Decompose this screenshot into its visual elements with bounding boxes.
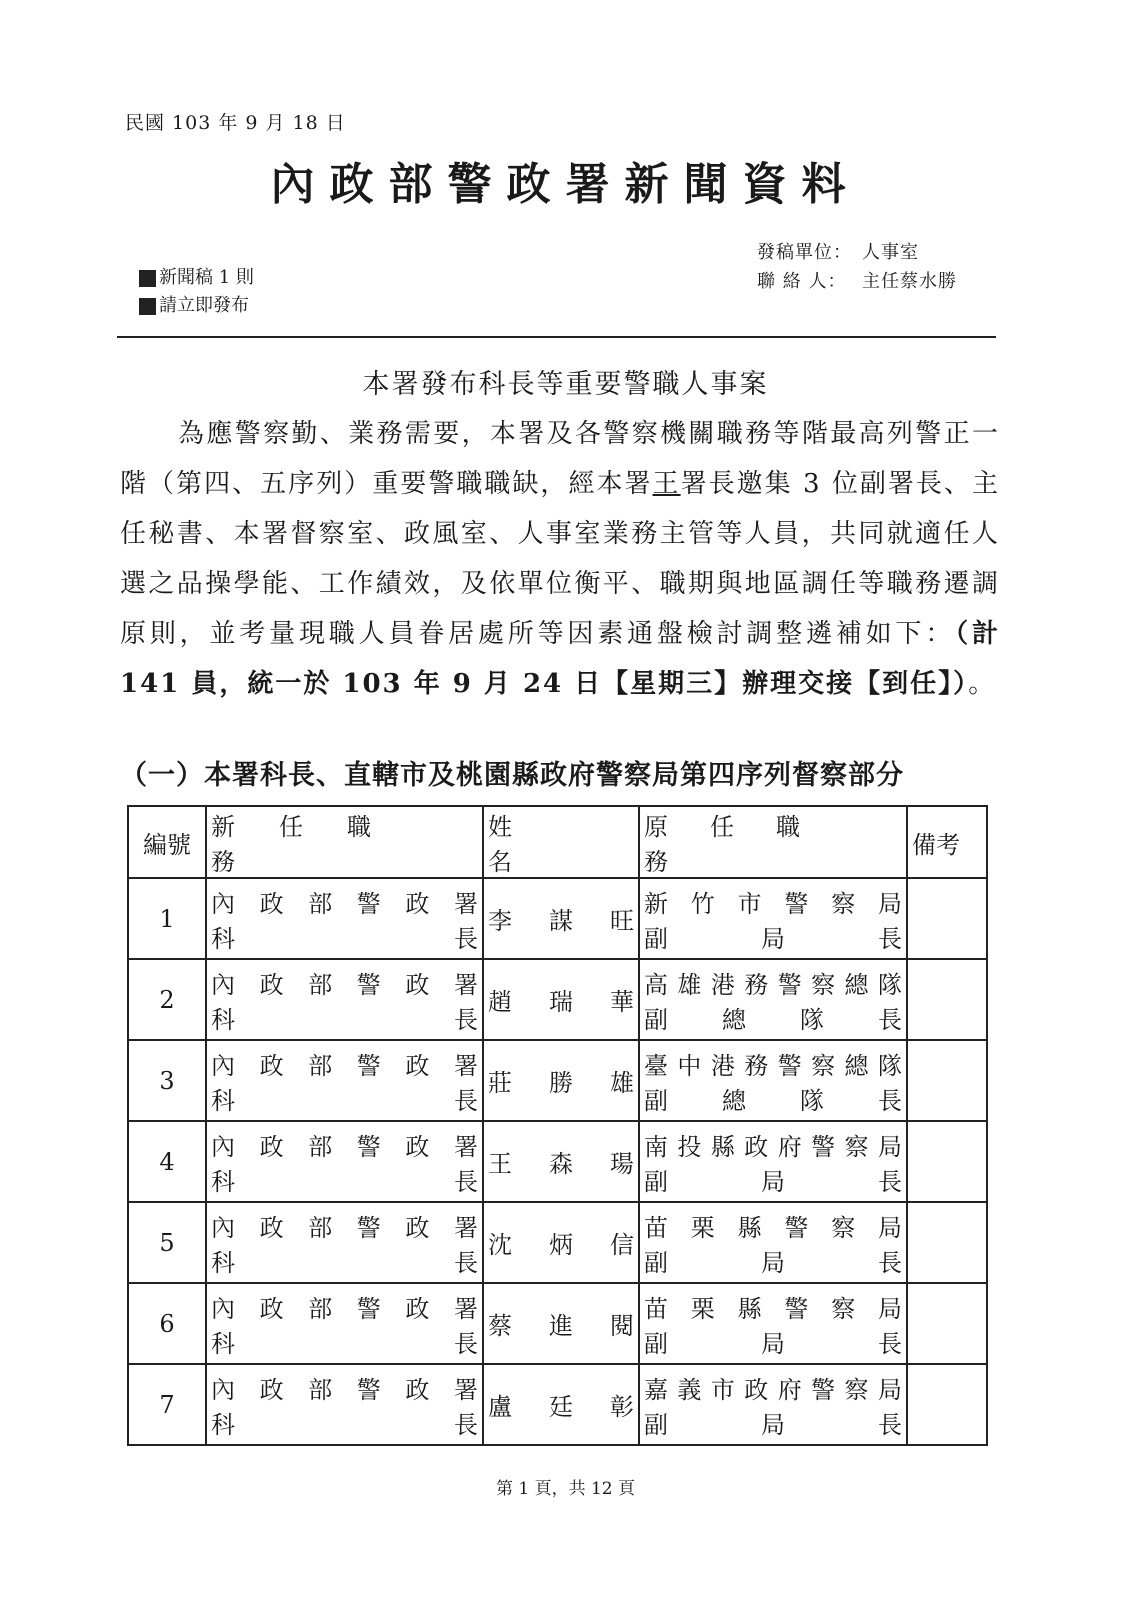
issuer-info	[757, 238, 957, 296]
row-number: 3	[128, 1040, 206, 1121]
header-divider	[117, 336, 996, 338]
flag-item: 新聞稿 1 則	[139, 264, 254, 292]
release-flags	[139, 264, 254, 320]
checkbox-square-icon	[139, 270, 156, 287]
old-post-cell: 高 雄 港 務 警 察 總 隊 副 總 隊 長	[639, 959, 907, 1040]
release-date: 民國 103 年 9 月 18 日	[125, 112, 346, 134]
personnel-table	[127, 805, 988, 1446]
col-header-number: 編號	[128, 806, 206, 878]
col-header-note: 備考	[907, 806, 987, 878]
note-cell	[907, 1283, 987, 1364]
issuer-contact: 主任蔡水勝	[862, 271, 957, 292]
row-number: 6	[128, 1283, 206, 1364]
section-title: （一）本署科長、直轄市及桃園縣政府警察局第四序列督察部分	[120, 760, 904, 791]
old-post-cell: 嘉 義 市 政 府 警 察 局 副 局 長	[639, 1364, 907, 1445]
issuer-unit: 人事室	[862, 242, 919, 263]
table-row	[128, 1121, 987, 1202]
note-cell	[907, 1040, 987, 1121]
issuer-contact-label: 聯 絡 人：	[757, 271, 847, 292]
old-post-cell: 臺 中 港 務 警 察 總 隊 副 總 隊 長	[639, 1040, 907, 1121]
row-number: 5	[128, 1202, 206, 1283]
document-title: 內政部警政署新聞資料	[270, 159, 861, 210]
person-name: 莊 勝 雄	[483, 1040, 639, 1121]
person-name: 趙 瑞 華	[483, 959, 639, 1040]
table-row	[128, 1364, 987, 1445]
table-row	[128, 1283, 987, 1364]
table-row	[128, 959, 987, 1040]
checkbox-square-icon	[139, 298, 156, 315]
row-number: 7	[128, 1364, 206, 1445]
note-cell	[907, 959, 987, 1040]
col-header-name: 姓名	[483, 806, 639, 878]
table-row	[128, 1202, 987, 1283]
new-post-cell: 內 政 部 警 政 署 科 長	[206, 959, 483, 1040]
old-post-cell: 苗 栗 縣 警 察 局 副 局 長	[639, 1202, 907, 1283]
press-body: 為應警察勤、業務需要，本署及各警察機關職務等階最高列警正一階（第四、五序列）重要警職職缺，經本署王署長邀集 3 位副署長、主任秘書、本署督察室、政風室、人事室業務主管等人員，共同就適任人選之品操學能、工作績效，及依單位衡平、職期與地區調任等職務遷調原則，並考量現職人員眷居處所等因素通盤檢討調整遴補如下：（計 141 員，統一於 103 年 9 月 24 日【星期三】辦理交接【到任】）。	[120, 419, 1000, 699]
old-post-cell: 南 投 縣 政 府 警 察 局 副 局 長	[639, 1121, 907, 1202]
row-number: 1	[128, 878, 206, 959]
flag-item: 請立即發布	[139, 292, 254, 320]
new-post-cell: 內 政 部 警 政 署 科 長	[206, 1202, 483, 1283]
press-heading: 本署發布科長等重要警職人事案	[362, 369, 769, 400]
note-cell	[907, 1364, 987, 1445]
note-cell	[907, 878, 987, 959]
row-number: 2	[128, 959, 206, 1040]
col-header-old-post: 原任職務	[639, 806, 907, 878]
issuer-unit-label: 發稿單位：	[757, 242, 852, 263]
page-footer: 第 1 頁，共 12 頁	[495, 1479, 636, 1499]
person-name: 王 森 瑒	[483, 1121, 639, 1202]
person-name: 李 謀 旺	[483, 878, 639, 959]
person-name: 蔡 進 閱	[483, 1283, 639, 1364]
new-post-cell: 內 政 部 警 政 署 科 長	[206, 1121, 483, 1202]
old-post-cell: 新 竹 市 警 察 局 副 局 長	[639, 878, 907, 959]
note-cell	[907, 1202, 987, 1283]
table-header-row	[128, 806, 987, 878]
old-post-cell: 苗 栗 縣 警 察 局 副 局 長	[639, 1283, 907, 1364]
new-post-cell: 內 政 部 警 政 署 科 長	[206, 1364, 483, 1445]
person-name: 盧 廷 彰	[483, 1364, 639, 1445]
row-number: 4	[128, 1121, 206, 1202]
new-post-cell: 內 政 部 警 政 署 科 長	[206, 878, 483, 959]
new-post-cell: 內 政 部 警 政 署 科 長	[206, 1283, 483, 1364]
person-name: 沈 炳 信	[483, 1202, 639, 1283]
note-cell	[907, 1121, 987, 1202]
new-post-cell: 內 政 部 警 政 署 科 長	[206, 1040, 483, 1121]
table-row	[128, 878, 987, 959]
table-row	[128, 1040, 987, 1121]
col-header-new-post: 新任職務	[206, 806, 483, 878]
